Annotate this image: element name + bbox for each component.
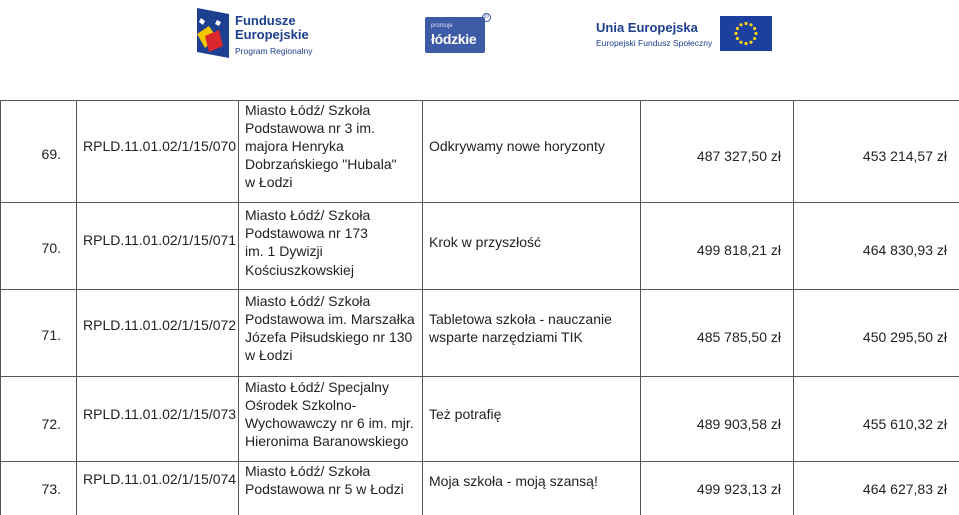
project-number: RPLD.11.01.02/1/15/071	[83, 232, 237, 248]
beneficiary-line: Podstawowa nr 5 w Łodzi	[245, 481, 404, 497]
table-row	[1, 462, 959, 515]
beneficiary-line: Podstawowa nr 3 im.	[245, 120, 375, 136]
lodzkie-small-text: promuje	[431, 23, 453, 29]
project-title-line: Tabletowa szkoła - nauczanie	[429, 311, 612, 327]
total-value: 487 327,50 zł	[696, 148, 781, 164]
beneficiary-line: Miasto Łódź/ Szkoła	[245, 293, 371, 309]
funding-value: 453 214,57 zł	[862, 148, 947, 164]
beneficiary-line: Miasto Łódź/ Szkoła	[245, 463, 371, 479]
table-row	[1, 377, 959, 462]
project-title-line: Odkrywamy nowe horyzonty	[429, 138, 605, 154]
project-title-line: wsparte narzędziami TIK	[429, 329, 583, 345]
project-number: RPLD.11.01.02/1/15/073	[83, 406, 237, 422]
beneficiary-line: w Łodzi	[245, 174, 293, 190]
ue-line1: Unia Europejska	[596, 20, 698, 35]
fundusze-line3: Program Regionalny	[235, 46, 313, 56]
beneficiary-line: Józefa Piłsudskiego nr 130	[245, 329, 413, 345]
project-title-line: Krok w przyszłość	[429, 234, 542, 250]
eu-flag-icon	[720, 16, 772, 51]
beneficiary-line: Miasto Łódź/ Szkoła	[245, 102, 371, 118]
beneficiary-line: Kościuszkowskiej	[245, 262, 354, 278]
beneficiary-line: Wychowawczy nr 6 im. mjr.	[245, 415, 414, 431]
project-title-line: Moja szkoła - moją szansą!	[429, 473, 598, 489]
total-value: 485 785,50 zł	[696, 329, 781, 345]
table-row	[1, 203, 959, 290]
project-number: RPLD.11.01.02/1/15/072	[83, 317, 237, 333]
unia-europejska-logo	[596, 14, 776, 54]
beneficiary-line: Podstawowa nr 173	[245, 225, 368, 241]
projects-table	[0, 100, 959, 515]
beneficiary-line: Hieronima Baranowskiego	[245, 433, 409, 449]
total-value: 499 923,13 zł	[696, 481, 781, 497]
funding-value: 464 627,83 zł	[862, 481, 947, 497]
project-number: RPLD.11.01.02/1/15/074	[83, 471, 237, 487]
beneficiary-line: Dobrzańskiego "Hubala"	[245, 156, 397, 172]
beneficiary-line: Ośrodek Szkolno-	[245, 397, 357, 413]
beneficiary-line: Miasto Łódź/ Szkoła	[245, 207, 371, 223]
row-number: 70.	[41, 240, 61, 256]
table-row	[1, 290, 959, 377]
row-number: 73.	[41, 481, 61, 497]
fundusze-line1: Fundusze	[235, 13, 296, 28]
project-title-line: Też potrafię	[429, 406, 502, 422]
funding-value: 450 295,50 zł	[862, 329, 947, 345]
table-row	[1, 101, 959, 203]
funding-value: 455 610,32 zł	[862, 416, 947, 432]
lodzkie-logo	[425, 13, 491, 55]
fundusze-europejskie-logo	[195, 8, 325, 60]
row-number: 69.	[41, 146, 61, 162]
row-number: 72.	[41, 416, 61, 432]
beneficiary-line: majora Henryka	[245, 138, 344, 154]
lodzkie-big-text: łódzkie	[431, 31, 477, 47]
beneficiary-line: w Łodzi	[245, 347, 293, 363]
total-value: 489 903,58 zł	[696, 416, 781, 432]
registered-mark-icon: ®	[482, 13, 491, 22]
ue-line2: Europejski Fundusz Społeczny	[596, 38, 713, 48]
beneficiary-line: Podstawowa im. Marszałka	[245, 311, 415, 327]
fundusze-line2: Europejskie	[235, 27, 309, 42]
funding-value: 464 830,93 zł	[862, 242, 947, 258]
total-value: 499 818,21 zł	[696, 242, 781, 258]
logo-bar	[0, 0, 959, 70]
project-number: RPLD.11.01.02/1/15/070	[83, 138, 237, 154]
beneficiary-line: Miasto Łódź/ Specjalny	[245, 379, 389, 395]
row-number: 71.	[41, 327, 61, 343]
fundusze-europejskie-mark-icon	[195, 8, 231, 58]
beneficiary-line: im. 1 Dywizji	[245, 243, 323, 259]
